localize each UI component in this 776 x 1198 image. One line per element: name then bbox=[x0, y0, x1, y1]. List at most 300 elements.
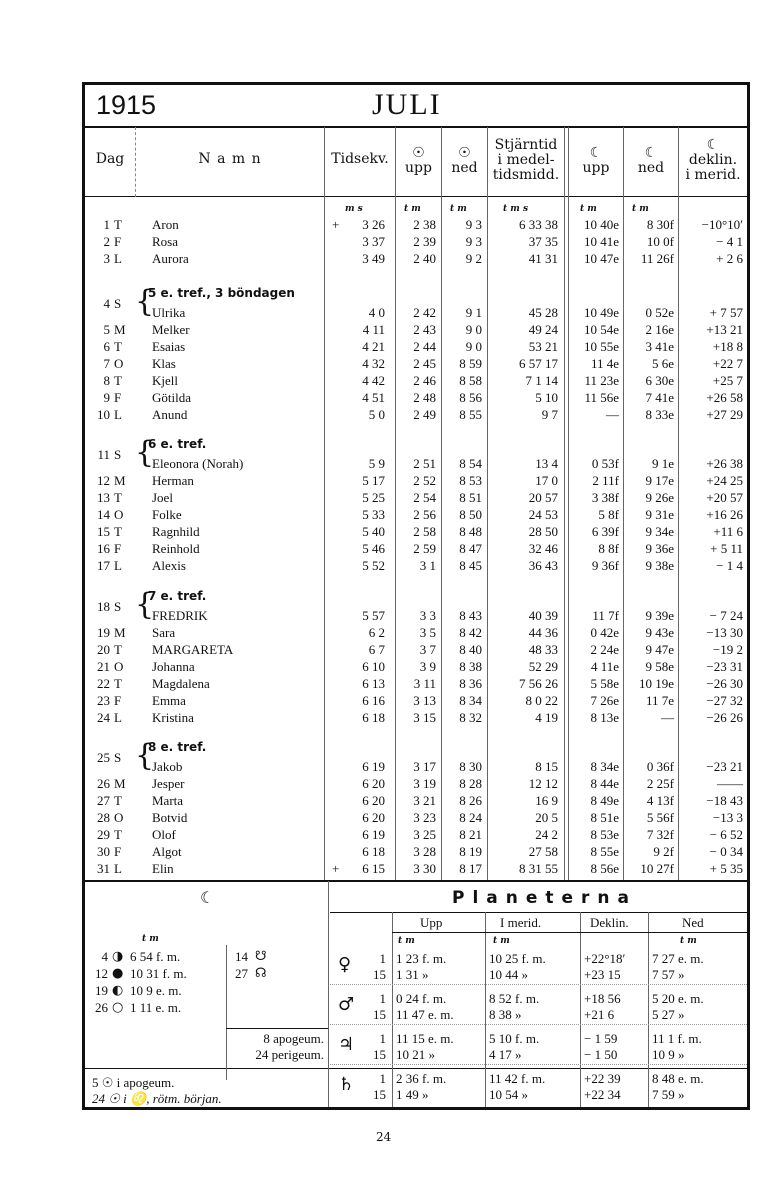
day-number: 3 bbox=[103, 251, 110, 266]
weekday-letter: M bbox=[114, 473, 126, 488]
sunrise: 2 59 bbox=[413, 541, 436, 556]
header-stjarntid-line3: tidsmidd. bbox=[492, 167, 560, 183]
moonrise: 10 49e bbox=[583, 305, 619, 320]
equation-of-time: 5 25 bbox=[362, 490, 385, 505]
sidereal-time: 24 2 bbox=[535, 827, 558, 842]
weekday-letter: M bbox=[114, 625, 126, 640]
sunrise: 3 9 bbox=[419, 659, 436, 674]
header-upp: upp bbox=[405, 160, 432, 176]
moon-declination: +26 58 bbox=[706, 390, 743, 405]
moon-declination: −13 30 bbox=[706, 625, 743, 640]
sidereal-time: 12 12 bbox=[528, 776, 558, 791]
moonrise: 8 56e bbox=[590, 861, 619, 876]
sidereal-time: 45 28 bbox=[528, 305, 558, 320]
sunset: 8 24 bbox=[459, 810, 482, 825]
name-of-day: Götilda bbox=[152, 390, 191, 405]
moonset: 3 41e bbox=[645, 339, 674, 354]
equation-of-time: 4 32 bbox=[362, 356, 385, 371]
sunrise: 3 25 bbox=[413, 827, 436, 842]
moon-declination: +27 29 bbox=[706, 407, 743, 422]
moonrise: 10 54e bbox=[583, 322, 619, 337]
moonset: 10 27f bbox=[640, 861, 674, 876]
planets-header-deklin: Deklin. bbox=[590, 915, 629, 930]
moon-phase-icon: ◑ bbox=[112, 949, 124, 964]
sidereal-time: 9 7 bbox=[541, 407, 558, 422]
sunrise: 3 21 bbox=[413, 793, 436, 808]
sunrise: 2 51 bbox=[413, 456, 436, 471]
planet-meridian: 11 42 f. m. bbox=[489, 1071, 546, 1086]
equation-of-time: 6 20 bbox=[362, 776, 385, 791]
planet-meridian: 4 17 » bbox=[489, 1047, 522, 1062]
name-of-day: Sara bbox=[152, 625, 176, 640]
moonset: 9 1e bbox=[651, 456, 674, 471]
moon-declination: +26 38 bbox=[706, 456, 743, 471]
moon-icon: ☾ bbox=[589, 145, 603, 161]
name-of-day: Herman bbox=[152, 473, 194, 488]
day-number: 18 bbox=[97, 599, 110, 614]
day-number: 29 bbox=[97, 827, 110, 842]
moonset: 9 36e bbox=[645, 541, 674, 556]
equation-of-time: 6 2 bbox=[368, 625, 385, 640]
weekday-letter: T bbox=[114, 339, 122, 354]
name-of-day: Jakob bbox=[152, 759, 183, 774]
col-divider bbox=[392, 912, 393, 1107]
header-stjarntid bbox=[488, 138, 564, 183]
sunset: 8 28 bbox=[459, 776, 482, 791]
units-sunrise: t m bbox=[404, 204, 421, 214]
sunset: 8 58 bbox=[459, 373, 482, 388]
equation-of-time: 5 33 bbox=[362, 507, 385, 522]
day-number: 26 bbox=[97, 776, 110, 791]
moonset: 9 34e bbox=[645, 524, 674, 539]
sidereal-time: 37 35 bbox=[528, 234, 558, 249]
planet-date: 1 bbox=[379, 1071, 386, 1086]
planet-set: 11 1 f. m. bbox=[652, 1031, 702, 1046]
sunset: 8 53 bbox=[459, 473, 482, 488]
equation-of-time: 5 9 bbox=[368, 456, 385, 471]
moonset: 10 19e bbox=[638, 676, 674, 691]
moonrise: 4 11e bbox=[590, 659, 619, 674]
name-of-day: Joel bbox=[152, 490, 173, 505]
equation-of-time: 6 18 bbox=[362, 844, 385, 859]
equation-of-time: 5 57 bbox=[362, 608, 385, 623]
name-of-day: Folke bbox=[152, 507, 182, 522]
weekday-letter: L bbox=[114, 251, 122, 266]
moonset: 5 56f bbox=[646, 810, 674, 825]
month-heading: JULI bbox=[372, 88, 442, 121]
moonrise: 0 42e bbox=[590, 625, 619, 640]
day-number: 8 bbox=[103, 373, 110, 388]
day-number: 20 bbox=[97, 642, 110, 657]
planet-meridian: 8 52 f. m. bbox=[489, 991, 540, 1006]
planet-rise: 10 21 » bbox=[396, 1047, 435, 1062]
week-label: 5 e. tref., 3 böndagen bbox=[148, 286, 295, 300]
weekday-letter: F bbox=[114, 844, 122, 859]
week-label: 6 e. tref. bbox=[148, 437, 207, 451]
day-number: 6 bbox=[103, 339, 110, 354]
sidereal-time: 41 31 bbox=[528, 251, 558, 266]
name-of-day: Kristina bbox=[152, 710, 194, 725]
sidereal-time: 8 15 bbox=[535, 759, 558, 774]
moonrise: 3 38f bbox=[591, 490, 619, 505]
planet-set: 5 20 e. m. bbox=[652, 991, 704, 1006]
moonset: 0 52e bbox=[645, 305, 674, 320]
rule-above-bottom bbox=[85, 880, 747, 882]
sunrise: 2 52 bbox=[413, 473, 436, 488]
sunset: 8 47 bbox=[459, 541, 482, 556]
moonset: 11 26f bbox=[640, 251, 674, 266]
moonset: 9 31e bbox=[645, 507, 674, 522]
sunrise: 2 48 bbox=[413, 390, 436, 405]
weekday-letter: S bbox=[114, 599, 122, 614]
sunset: 8 45 bbox=[459, 558, 482, 573]
sunrise: 2 45 bbox=[413, 356, 436, 371]
sidereal-time: 53 21 bbox=[528, 339, 558, 354]
weekday-letter: O bbox=[114, 659, 124, 674]
moon-declination: −26 26 bbox=[706, 710, 743, 725]
sidereal-time: 20 57 bbox=[528, 490, 558, 505]
planets-units-upp: t m bbox=[398, 936, 415, 946]
moonrise: 11 56e bbox=[584, 390, 619, 405]
header-moon-upp: upp bbox=[582, 160, 610, 176]
moonrise: 8 8f bbox=[598, 541, 619, 556]
day-number: 2 bbox=[103, 234, 110, 249]
eq-sign: + bbox=[332, 861, 340, 876]
day-number: 28 bbox=[97, 810, 110, 825]
moonrise: 5 58e bbox=[590, 676, 619, 691]
planet-date: 15 bbox=[373, 1047, 386, 1062]
sidereal-time: 28 50 bbox=[528, 524, 558, 539]
moonrise: 11 4e bbox=[590, 356, 619, 371]
equation-of-time: 6 20 bbox=[362, 793, 385, 808]
col-divider bbox=[328, 881, 329, 1107]
moon-declination: −19 2 bbox=[712, 642, 743, 657]
sunrise: 2 38 bbox=[413, 217, 436, 232]
col-divider bbox=[580, 912, 581, 1107]
week-brace: { bbox=[135, 587, 155, 622]
weekday-letter: O bbox=[114, 810, 124, 825]
day-number: 12 bbox=[97, 473, 110, 488]
moon-icon: ☾ bbox=[644, 145, 658, 161]
sunrise: 3 23 bbox=[413, 810, 436, 825]
planet-date: 15 bbox=[373, 967, 386, 982]
sunset: 8 50 bbox=[459, 507, 482, 522]
sunrise: 2 44 bbox=[413, 339, 436, 354]
node-day: 27 bbox=[235, 966, 248, 981]
name-of-day: Algot bbox=[152, 844, 182, 859]
planet-date: 1 bbox=[379, 1031, 386, 1046]
sidereal-time: 8 0 22 bbox=[525, 693, 558, 708]
name-of-day: Emma bbox=[152, 693, 186, 708]
sunrise: 2 46 bbox=[413, 373, 436, 388]
rule-planet-header bbox=[392, 932, 747, 933]
equation-of-time: 6 18 bbox=[362, 710, 385, 725]
moonset: 9 26e bbox=[645, 490, 674, 505]
name-of-day: Ulrika bbox=[152, 305, 186, 320]
sunrise: 3 19 bbox=[413, 776, 436, 791]
planets-header-upp: Upp bbox=[420, 915, 443, 930]
planet-symbol-icon: ♂ bbox=[338, 994, 355, 1015]
moon-icon: ☾ bbox=[706, 137, 720, 153]
moonset: 9 38e bbox=[645, 558, 674, 573]
equation-of-time: 6 10 bbox=[362, 659, 385, 674]
planet-set: 7 59 » bbox=[652, 1087, 685, 1102]
equation-of-time: 6 19 bbox=[362, 759, 385, 774]
sunset: 8 36 bbox=[459, 676, 482, 691]
name-of-day: Reinhold bbox=[152, 541, 200, 556]
weekday-letter: T bbox=[114, 524, 122, 539]
page-number: 24 bbox=[376, 1130, 392, 1144]
moon-declination: − 6 52 bbox=[709, 827, 743, 842]
sun-icon: ☉ bbox=[412, 145, 425, 161]
moonrise: 10 47e bbox=[583, 251, 619, 266]
moon-declination: +22 7 bbox=[712, 356, 743, 371]
moonrise: 11 23e bbox=[584, 373, 619, 388]
name-of-day: FREDRIK bbox=[152, 608, 208, 623]
moonset: 4 13f bbox=[646, 793, 674, 808]
phase-time: 10 31 f. m. bbox=[130, 966, 187, 981]
weekday-letter: F bbox=[114, 390, 122, 405]
planet-set: 7 57 » bbox=[652, 967, 685, 982]
moonset: 9 2f bbox=[653, 844, 674, 859]
planet-meridian: 10 54 » bbox=[489, 1087, 528, 1102]
moon-phase-icon: ○ bbox=[112, 1000, 124, 1015]
moonrise: 2 11f bbox=[592, 473, 619, 488]
sunset: 8 59 bbox=[459, 356, 482, 371]
planet-set: 8 48 e. m. bbox=[652, 1071, 704, 1086]
planets-units-ned: t m bbox=[680, 936, 697, 946]
weekday-letter: M bbox=[114, 322, 126, 337]
planets-units-merid: t m bbox=[493, 936, 510, 946]
sidereal-time: 13 4 bbox=[535, 456, 558, 471]
header-stjarntid-line1: Stjärntid bbox=[494, 137, 558, 153]
sunset: 8 48 bbox=[459, 524, 482, 539]
moonset: 9 58e bbox=[645, 659, 674, 674]
name-of-day: Olof bbox=[152, 827, 176, 842]
planet-meridian: 5 10 f. m. bbox=[489, 1031, 540, 1046]
moon-declination: +16 26 bbox=[706, 507, 743, 522]
moonrise: 5 8f bbox=[598, 507, 619, 522]
sidereal-time: 32 46 bbox=[528, 541, 558, 556]
week-brace: { bbox=[135, 284, 155, 319]
moonrise: 0 53f bbox=[591, 456, 619, 471]
day-number: 9 bbox=[103, 390, 110, 405]
moon-declination: −10°10′ bbox=[701, 217, 743, 232]
name-of-day: Botvid bbox=[152, 810, 188, 825]
sunset: 8 32 bbox=[459, 710, 482, 725]
equation-of-time: 4 11 bbox=[362, 322, 385, 337]
moonset: 2 16e bbox=[645, 322, 674, 337]
units-moonset: t m bbox=[632, 204, 649, 214]
moonrise: 10 40e bbox=[583, 217, 619, 232]
planet-declination: +18 56 bbox=[584, 991, 621, 1006]
sidereal-time: 49 24 bbox=[528, 322, 558, 337]
header-dag: Dag bbox=[95, 151, 125, 167]
sidereal-time: 17 0 bbox=[535, 473, 558, 488]
moonrise: 2 24e bbox=[590, 642, 619, 657]
planet-row-rule bbox=[330, 1064, 747, 1065]
weekday-letter: L bbox=[114, 407, 122, 422]
header-deklin-line1: deklin. bbox=[688, 152, 738, 168]
moonrise: 8 51e bbox=[590, 810, 619, 825]
weekday-letter: F bbox=[114, 234, 122, 249]
moonrise: 8 53e bbox=[590, 827, 619, 842]
sunrise: 2 40 bbox=[413, 251, 436, 266]
name-of-day: Kjell bbox=[152, 373, 178, 388]
sun-note-apogee: 5 ☉ i apogeum. bbox=[92, 1075, 175, 1090]
sunset: 9 0 bbox=[465, 322, 482, 337]
name-of-day: Anund bbox=[152, 407, 188, 422]
header-sun-rise bbox=[396, 146, 441, 176]
moon-apogee: 8 apogeum. bbox=[263, 1031, 324, 1046]
header-moon-rise bbox=[569, 146, 623, 176]
planets-header-ned: Ned bbox=[682, 915, 704, 930]
rule-under-title bbox=[85, 126, 747, 128]
planets-header-merid: I merid. bbox=[500, 915, 542, 930]
moon-declination: + 7 57 bbox=[709, 305, 743, 320]
moon-phase-icon: ◐ bbox=[112, 983, 124, 998]
moonrise: 8 13e bbox=[590, 710, 619, 725]
sunrise: 3 30 bbox=[413, 861, 436, 876]
weekday-letter: F bbox=[114, 693, 122, 708]
moon-declination: + 5 11 bbox=[710, 541, 743, 556]
planet-date: 15 bbox=[373, 1087, 386, 1102]
sunrise: 3 28 bbox=[413, 844, 436, 859]
units-moonrise: t m bbox=[580, 204, 597, 214]
day-number: 1 bbox=[103, 217, 110, 232]
sidereal-time: 16 9 bbox=[535, 793, 558, 808]
sunset: 8 34 bbox=[459, 693, 482, 708]
moonset: 5 6e bbox=[651, 356, 674, 371]
name-of-day: Ragnhild bbox=[152, 524, 200, 539]
week-label: 8 e. tref. bbox=[148, 740, 207, 754]
header-tidsekv: Tidsekv. bbox=[331, 151, 389, 167]
sidereal-time: 6 33 38 bbox=[519, 217, 558, 232]
equation-of-time: 4 42 bbox=[362, 373, 385, 388]
col-divider bbox=[648, 912, 649, 1107]
equation-of-time: 3 37 bbox=[362, 234, 385, 249]
col-divider bbox=[135, 127, 136, 197]
day-number: 24 bbox=[97, 710, 110, 725]
name-of-day: Alexis bbox=[152, 558, 186, 573]
rule-apsides bbox=[226, 1028, 328, 1029]
planet-row-rule bbox=[330, 984, 747, 985]
moon-declination: +13 21 bbox=[706, 322, 743, 337]
day-number: 5 bbox=[103, 322, 110, 337]
moonset: 9 39e bbox=[645, 608, 674, 623]
name-of-day: Magdalena bbox=[152, 676, 210, 691]
weekday-letter: S bbox=[114, 750, 122, 765]
header-stjarntid-line2: i medel- bbox=[497, 152, 555, 168]
weekday-letter: T bbox=[114, 642, 122, 657]
moon-declination: +24 25 bbox=[706, 473, 743, 488]
sidereal-time: 6 57 17 bbox=[519, 356, 558, 371]
planet-declination: +22°18′ bbox=[584, 951, 626, 966]
moon-declination: −23 31 bbox=[706, 659, 743, 674]
planet-date: 15 bbox=[373, 1007, 386, 1022]
planet-rise: 11 15 e. m. bbox=[396, 1031, 454, 1046]
moon-declination: − 0 34 bbox=[709, 844, 743, 859]
moon-declination: −18 43 bbox=[706, 793, 743, 808]
planets-title: Planeterna bbox=[452, 888, 638, 908]
day-number: 10 bbox=[97, 407, 110, 422]
sunset: 8 43 bbox=[459, 608, 482, 623]
rule-under-header bbox=[85, 196, 747, 197]
moonrise: 10 55e bbox=[583, 339, 619, 354]
equation-of-time: 3 49 bbox=[362, 251, 385, 266]
moonset: 8 33e bbox=[645, 407, 674, 422]
header-moon-deklin bbox=[679, 138, 747, 183]
moonset: 0 36f bbox=[646, 759, 674, 774]
moonset: 6 30e bbox=[645, 373, 674, 388]
moon-declination: −23 21 bbox=[706, 759, 743, 774]
name-of-day: Rosa bbox=[152, 234, 178, 249]
sunrise: 2 49 bbox=[413, 407, 436, 422]
name-of-day: Johanna bbox=[152, 659, 195, 674]
planet-row-rule bbox=[330, 1024, 747, 1025]
sidereal-time: 52 29 bbox=[528, 659, 558, 674]
sunrise: 2 54 bbox=[413, 490, 436, 505]
planet-declination: +21 6 bbox=[584, 1007, 615, 1022]
sidereal-time: 36 43 bbox=[528, 558, 558, 573]
planet-set: 10 9 » bbox=[652, 1047, 685, 1062]
weekday-letter: T bbox=[114, 373, 122, 388]
day-number: 25 bbox=[97, 750, 110, 765]
moonset: 11 7e bbox=[645, 693, 674, 708]
moonset: 10 0f bbox=[646, 234, 674, 249]
name-of-day: Eleonora (Norah) bbox=[152, 456, 244, 471]
lunar-node-icon: ☋ bbox=[255, 949, 267, 964]
weekday-letter: O bbox=[114, 507, 124, 522]
header-moon-set bbox=[624, 146, 678, 176]
planet-rise: 0 24 f. m. bbox=[396, 991, 447, 1006]
moon-declination: +20 57 bbox=[706, 490, 743, 505]
moonrise: 8 34e bbox=[590, 759, 619, 774]
sunrise: 3 13 bbox=[413, 693, 436, 708]
weekday-letter: T bbox=[114, 217, 122, 232]
day-number: 27 bbox=[97, 793, 110, 808]
equation-of-time: 6 19 bbox=[362, 827, 385, 842]
sunset: 8 26 bbox=[459, 793, 482, 808]
header-ned: ned bbox=[451, 160, 478, 176]
moon-declination: + 5 35 bbox=[709, 861, 743, 876]
moon-phase-icon: ● bbox=[112, 966, 124, 981]
weekday-letter: T bbox=[114, 490, 122, 505]
sidereal-time: 27 58 bbox=[528, 844, 558, 859]
sunset: 8 19 bbox=[459, 844, 482, 859]
sunrise: 3 3 bbox=[419, 608, 436, 623]
sunset: 8 38 bbox=[459, 659, 482, 674]
sunset: 9 3 bbox=[465, 217, 482, 232]
day-number: 15 bbox=[97, 524, 110, 539]
sunrise: 3 15 bbox=[413, 710, 436, 725]
sunset: 9 1 bbox=[465, 305, 482, 320]
sunrise: 2 39 bbox=[413, 234, 436, 249]
moon-declination: − 1 4 bbox=[716, 558, 743, 573]
name-of-day: Melker bbox=[152, 322, 190, 337]
weekday-letter: T bbox=[114, 676, 122, 691]
col-divider bbox=[485, 912, 486, 1107]
sidereal-time: 24 53 bbox=[528, 507, 558, 522]
equation-of-time: 5 46 bbox=[362, 541, 385, 556]
name-of-day: Klas bbox=[152, 356, 176, 371]
day-number: 13 bbox=[97, 490, 110, 505]
moon-declination: −26 30 bbox=[706, 676, 743, 691]
day-number: 16 bbox=[97, 541, 110, 556]
weekday-letter: F bbox=[114, 541, 122, 556]
phase-day: 19 bbox=[95, 983, 108, 998]
name-of-day: Aurora bbox=[152, 251, 189, 266]
